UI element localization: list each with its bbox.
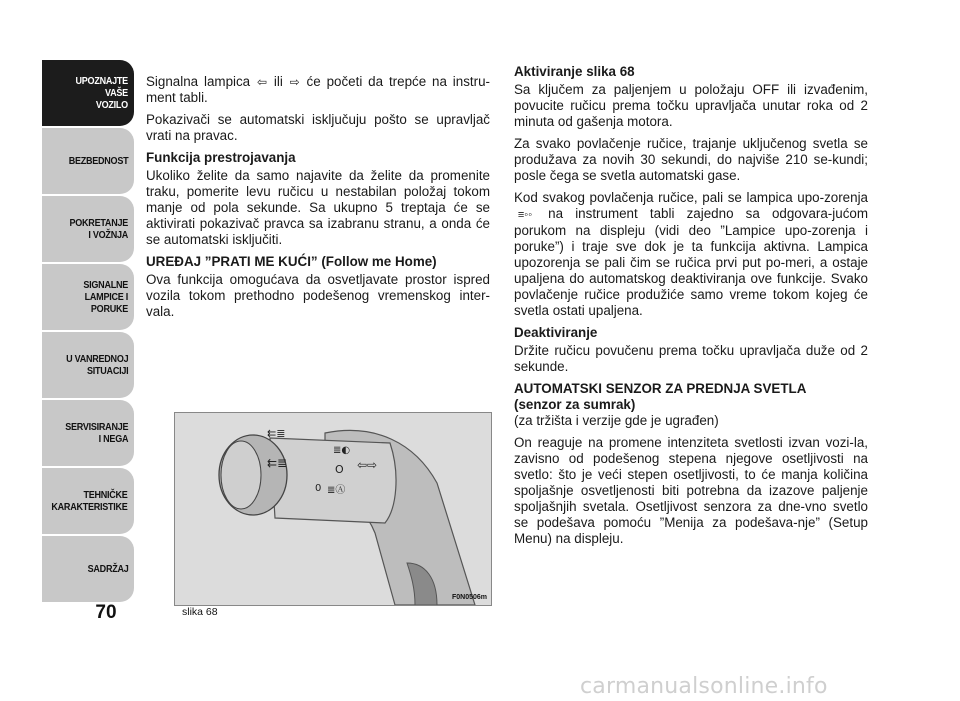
turn-left-arrow-icon: ⇦ xyxy=(256,75,268,89)
tab-servisiranje-i-nega[interactable]: SERVISIRANJE I NEGA xyxy=(42,400,134,466)
heading-auto-sensor-sub: (senzor za sumrak) xyxy=(514,397,636,412)
figure-caption: slika 68 xyxy=(182,606,218,618)
paragraph-deactivation: Držite ručicu povučenu prema točku upravljača duže od 2 sekunde. xyxy=(514,343,868,374)
paragraph-follow-me-home: Ova funkcija omogućava da osvetljavate prostor ispred vozila tokom prethodno podešenog vremenskog inter-vala. xyxy=(146,272,490,319)
heading-deactivation: Deaktiviranje xyxy=(514,325,598,340)
page-number: 70 xyxy=(95,602,117,623)
right-text-column xyxy=(514,64,868,553)
paragraph-activation-3: Kod svakog povlačenja ručice, pali se lampica upo-zorenja ≡◦◦ na instrument tabli zajedno sa odgovara-jućom porukom na displeju (vidi deo ”Lampice upo-zorenja i poruke”) i traje sve dok je ta funkcija aktivna. Lampica upozorenja se pali čim se ručica prvi put po-meri, a ostaje upaljena do automatskog deaktiviranja ove funkcije. Svako povlačenje ručice produžiće samo vreme tokom kojeg će svetla ostati upaljena. xyxy=(514,190,868,318)
paragraph-markets: (za tržišta i verzije gde je ugrađen) xyxy=(514,413,719,428)
paragraph-sensor: On reaguje na promene intenziteta svetlosti izvan vozi-la, zavisno od podešenog stepena njegove osetljivosti na svetlo: što je veći stepen osetljivosti, to će manja količina spoljašnje osvetljenosti biti potrebna da izazove paljenje spoljašnjih svetala. Osetljivost senzora za dne-vno svetlo se podešava pomoću ”Menija za podešava-nje” (Setup Menu) na displeju. xyxy=(514,435,868,546)
paragraph-activation-2: Za svako povlačenje ručice, trajanje uključenog svetla se produžava za novih 30 sekundi, do najviše 210 se-kundi; posle čega se svetla automatski gase. xyxy=(514,136,868,183)
svg-text:≣◐: ≣◐ xyxy=(333,445,351,456)
paragraph-lane-change: Ukoliko želite da samo najavite da želite da promenite traku, pomerite levu ručicu u nestabilan položaj tokom manje od pola sekunde. Sa ukupno 5 treptaja će se aktivirati pokazivač pravca sa izabranu stranu, a onda će se automatski isključiti. xyxy=(146,168,490,247)
figure-code: F0N0506m xyxy=(451,594,487,601)
svg-text:⇇≣: ⇇≣ xyxy=(267,456,288,470)
heading-lane-change: Funkcija prestrojavanja xyxy=(146,150,296,165)
figure-light-stalk xyxy=(174,412,492,606)
tab-signalne-lampice[interactable]: SIGNALNE LAMPICE I PORUKE xyxy=(42,264,134,330)
svg-text:≣Ⓐ: ≣Ⓐ xyxy=(327,485,346,496)
svg-text:0: 0 xyxy=(315,483,322,494)
follow-me-home-icon: ≡◦◦ xyxy=(517,209,533,221)
light-stalk-illustration xyxy=(175,413,491,605)
svg-text:⇇≣: ⇇≣ xyxy=(267,427,286,440)
paragraph-indicator-lamp: Signalna lampica ⇦ ili ⇨ će početi da trepće na instru-ment tabli. xyxy=(146,74,491,105)
tab-tehnicke-karakteristike[interactable]: TEHNIČKE KARAKTERISTIKE xyxy=(42,468,134,534)
watermark: carmanualsonline.info xyxy=(580,674,828,699)
paragraph-auto-off: Pokazivači se automatski isključuju pošto se upravljač vrati na pravac. xyxy=(146,112,490,143)
paragraph-activation-1: Sa ključem za paljenjem u položaju OFF ili izvađenim, povucite ručicu prema točku upravljača unutar roka od 2 minuta od gašenja motora. xyxy=(514,82,868,129)
turn-right-arrow-icon: ⇨ xyxy=(289,75,300,89)
tab-bezbednost[interactable]: BEZBEDNOST xyxy=(42,128,134,194)
heading-activation: Aktiviranje slika 68 xyxy=(514,64,635,79)
left-text-column xyxy=(146,74,490,326)
tab-upoznajte-vase-vozilo[interactable]: UPOZNAJTE VAŠE VOZILO xyxy=(42,60,134,126)
off-mark: O xyxy=(335,463,344,476)
tab-u-vanrednoj-situaciji[interactable]: U VANREDNOJ SITUACIJI xyxy=(42,332,134,398)
tab-pokretanje-i-voznja[interactable]: POKRETANJE I VOŽNJA xyxy=(42,196,134,262)
heading-auto-sensor: AUTOMATSKI SENZOR ZA PREDNJA SVETLA xyxy=(514,381,807,396)
svg-text:⇦⇨: ⇦⇨ xyxy=(357,458,378,472)
heading-follow-me-home: UREĐAJ ”PRATI ME KUĆI” (Follow me Home) xyxy=(146,254,437,269)
tab-sadrzaj[interactable]: SADRŽAJ xyxy=(42,536,134,602)
